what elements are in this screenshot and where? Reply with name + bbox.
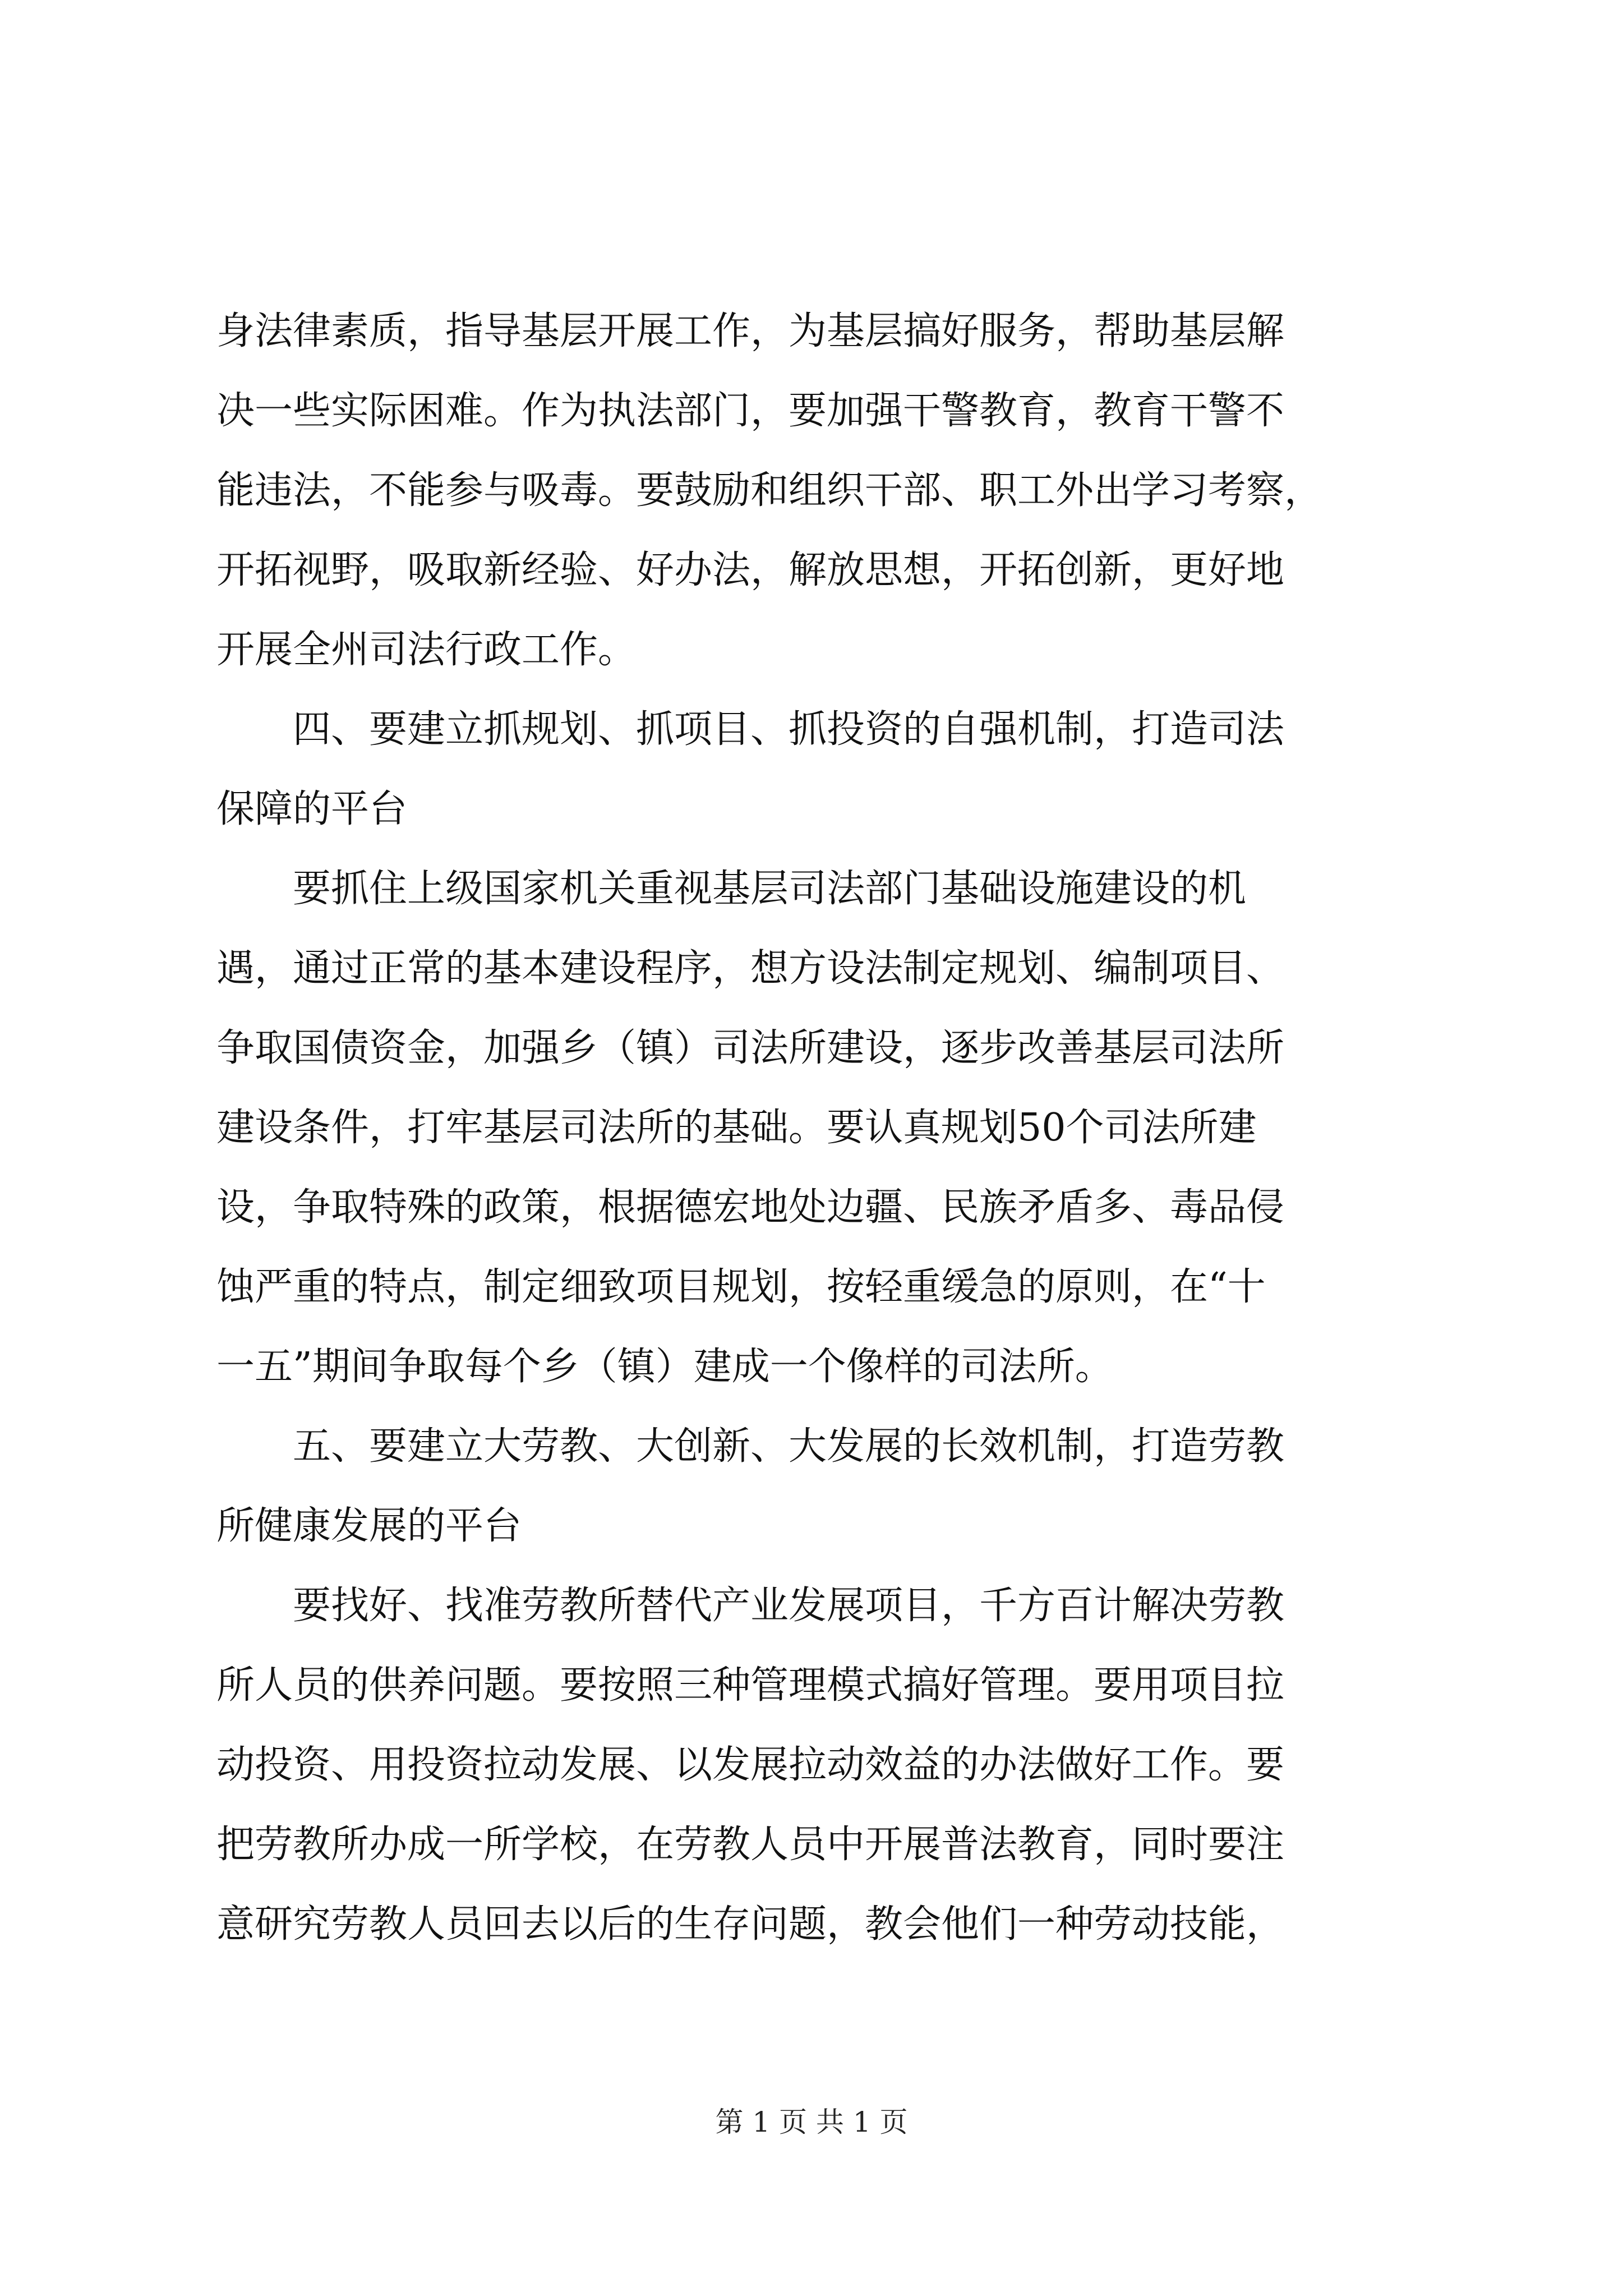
text-line: 争取国债资金，加强乡（镇）司法所建设，逐步改善基层司法所 xyxy=(216,1026,1285,1070)
text-line: 意研究劳教人员回去以后的生存问题，教会他们一种劳动技能， xyxy=(216,1902,1285,1947)
section-heading-line: 五、要建立大劳教、大创新、大发展的长效机制，打造劳教 xyxy=(293,1424,1285,1469)
text-line: 开拓视野，吸取新经验、好办法，解放思想，开拓创新，更好地 xyxy=(216,548,1285,592)
text-line: 遇，通过正常的基本建设程序，想方设法制定规划、编制项目、 xyxy=(216,946,1285,991)
text-line: 设，争取特殊的政策，根据德宏地处边疆、民族矛盾多、毒品侵 xyxy=(216,1185,1285,1230)
text-line: 要找好、找准劳教所替代产业发展项目，千方百计解决劳教 xyxy=(293,1584,1285,1628)
text-line: 蚀严重的特点，制定细致项目规划，按轻重缓急的原则，在“十 xyxy=(216,1265,1266,1309)
text-line: 建设条件，打牢基层司法所的基础。要认真规划50个司法所建 xyxy=(216,1106,1257,1150)
document-body xyxy=(216,292,1411,1964)
section-heading-line: 所健康发展的平台 xyxy=(216,1504,522,1548)
section-heading-line: 保障的平台 xyxy=(216,787,408,831)
page-footer: 第 1 页 共 1 页 xyxy=(715,2106,908,2138)
text-line: 把劳教所办成一所学校，在劳教人员中开展普法教育，同时要注 xyxy=(216,1823,1285,1867)
text-line: 身法律素质，指导基层开展工作，为基层搞好服务，帮助基层解 xyxy=(216,309,1285,353)
text-line: 决一些实际困难。作为执法部门，要加强干警教育，教育干警不 xyxy=(216,389,1285,433)
text-line: 开展全州司法行政工作。 xyxy=(216,628,637,672)
text-line: 要抓住上级国家机关重视基层司法部门基础设施建设的机 xyxy=(293,867,1247,911)
section-heading-line: 四、要建立抓规划、抓项目、抓投资的自强机制，打造司法 xyxy=(293,707,1285,752)
text-line: 能违法，不能参与吸毒。要鼓励和组织干部、职工外出学习考察， xyxy=(216,468,1323,513)
text-line: 动投资、用投资拉动发展、以发展拉动效益的办法做好工作。要 xyxy=(216,1743,1285,1787)
text-line: 一五”期间争取每个乡（镇）建成一个像样的司法所。 xyxy=(216,1345,1113,1389)
text-line: 所人员的供养问题。要按照三种管理模式搞好管理。要用项目拉 xyxy=(216,1663,1285,1708)
